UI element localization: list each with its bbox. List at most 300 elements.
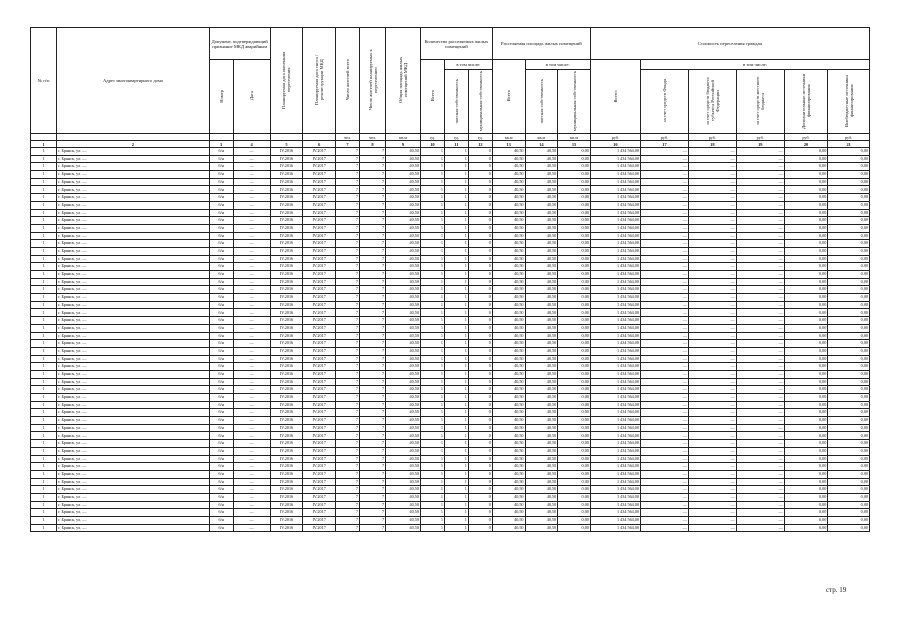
- table-cell: 0,00: [784, 478, 828, 486]
- col-count-incl: в том числе:: [444, 60, 492, 70]
- table-cell: 0,00: [828, 455, 870, 463]
- table-cell: IV.2017: [303, 447, 336, 455]
- table-cell: 1: [420, 478, 444, 486]
- table-cell: 0,00: [784, 386, 828, 394]
- table-cell: 1: [444, 363, 468, 371]
- table-cell: 0,00: [828, 478, 870, 486]
- table-cell: 1: [31, 163, 57, 171]
- table-cell: 0,00: [558, 148, 591, 156]
- col-n: № п/п: [31, 28, 57, 134]
- table-cell: 1 434 564,00: [590, 309, 640, 317]
- table-cell: 40,50: [386, 509, 421, 517]
- table-cell: 0,00: [558, 309, 591, 317]
- table-cell: 1 434 564,00: [590, 370, 640, 378]
- table-cell: 40,50: [525, 317, 558, 325]
- table-cell: 0,00: [784, 163, 828, 171]
- column-number-cell: 11: [444, 141, 468, 148]
- table-cell: 1: [31, 501, 57, 509]
- table-cell: 1: [420, 194, 444, 202]
- table-cell: IV.2016: [270, 247, 303, 255]
- table-cell: 0,00: [828, 148, 870, 156]
- table-cell: 7: [359, 224, 385, 232]
- table-cell: 40,50: [525, 332, 558, 340]
- table-cell: 0,00: [784, 194, 828, 202]
- table-cell: 0,00: [558, 386, 591, 394]
- table-cell: —: [736, 447, 784, 455]
- column-number-cell: 2: [57, 141, 210, 148]
- table-body: [31, 148, 870, 532]
- table-cell: 40,50: [492, 386, 525, 394]
- table-cell: 7: [359, 209, 385, 217]
- table-cell: 1 434 564,00: [590, 470, 640, 478]
- table-cell: 1 434 564,00: [590, 232, 640, 240]
- table-cell: IV.2016: [270, 224, 303, 232]
- table-cell: б/н: [209, 332, 233, 340]
- table-cell: 40,50: [492, 355, 525, 363]
- table-cell: б/н: [209, 493, 233, 501]
- table-cell: —: [640, 417, 688, 425]
- table-cell: 1: [31, 247, 57, 255]
- table-cell: 0: [468, 255, 492, 263]
- table-cell: —: [233, 440, 270, 448]
- table-cell: 0,00: [828, 255, 870, 263]
- table-row: [31, 217, 870, 225]
- table-cell: 1: [420, 217, 444, 225]
- table-cell: —: [640, 501, 688, 509]
- table-cell: 0,00: [558, 224, 591, 232]
- table-cell: 0,00: [784, 517, 828, 525]
- table-cell: 40,50: [386, 309, 421, 317]
- table-cell: 40,50: [525, 470, 558, 478]
- table-cell: г. Брянск, ул. —: [57, 232, 210, 240]
- table-cell: 1: [31, 324, 57, 332]
- table-cell: 0: [468, 301, 492, 309]
- table-cell: 1 434 564,00: [590, 224, 640, 232]
- table-cell: 1: [444, 278, 468, 286]
- table-cell: 0: [468, 224, 492, 232]
- table-cell: 0,00: [558, 470, 591, 478]
- table-cell: 7: [336, 232, 360, 240]
- table-cell: 1: [31, 286, 57, 294]
- table-cell: —: [233, 247, 270, 255]
- table-cell: г. Брянск, ул. —: [57, 224, 210, 232]
- table-cell: IV.2016: [270, 294, 303, 302]
- table-cell: 40,50: [386, 278, 421, 286]
- table-cell: 40,50: [492, 224, 525, 232]
- table-row: [31, 194, 870, 202]
- table-cell: 1: [420, 386, 444, 394]
- table-cell: 40,50: [525, 255, 558, 263]
- table-row: [31, 240, 870, 248]
- table-cell: 0: [468, 524, 492, 532]
- table-cell: 0,00: [784, 271, 828, 279]
- table-cell: 40,50: [386, 178, 421, 186]
- table-cell: 40,50: [525, 278, 558, 286]
- table-cell: IV.2016: [270, 155, 303, 163]
- table-cell: —: [640, 209, 688, 217]
- table-cell: —: [233, 324, 270, 332]
- table-cell: 1: [31, 148, 57, 156]
- table-cell: IV.2016: [270, 201, 303, 209]
- table-cell: 0,00: [558, 294, 591, 302]
- table-cell: —: [688, 394, 736, 402]
- table-cell: 1: [444, 394, 468, 402]
- table-cell: 0: [468, 440, 492, 448]
- table-cell: 7: [336, 378, 360, 386]
- table-cell: 7: [336, 363, 360, 371]
- table-cell: б/н: [209, 447, 233, 455]
- table-cell: 1 434 564,00: [590, 486, 640, 494]
- table-cell: 0,00: [828, 401, 870, 409]
- table-cell: 40,50: [525, 417, 558, 425]
- table-cell: —: [640, 409, 688, 417]
- table-cell: 0,00: [828, 155, 870, 163]
- table-cell: 40,50: [386, 224, 421, 232]
- table-cell: 0: [468, 286, 492, 294]
- table-cell: 1: [444, 409, 468, 417]
- table-cell: —: [233, 309, 270, 317]
- table-cell: 0,00: [784, 240, 828, 248]
- unit-cell: руб.: [784, 134, 828, 141]
- table-cell: г. Брянск, ул. —: [57, 278, 210, 286]
- table-cell: 40,50: [525, 194, 558, 202]
- table-cell: 7: [336, 440, 360, 448]
- table-cell: 40,50: [525, 309, 558, 317]
- table-cell: 40,50: [492, 155, 525, 163]
- table-row: [31, 455, 870, 463]
- table-cell: —: [233, 386, 270, 394]
- table-cell: б/н: [209, 294, 233, 302]
- table-cell: —: [736, 432, 784, 440]
- table-cell: IV.2017: [303, 163, 336, 171]
- col-address: Адрес многоквартирного дома: [57, 28, 210, 134]
- table-cell: 40,50: [525, 524, 558, 532]
- table-cell: —: [736, 332, 784, 340]
- table-cell: —: [736, 524, 784, 532]
- table-cell: 0,00: [828, 386, 870, 394]
- table-cell: 7: [336, 317, 360, 325]
- table-cell: 7: [359, 263, 385, 271]
- table-cell: IV.2016: [270, 470, 303, 478]
- table-cell: 40,50: [525, 447, 558, 455]
- col-area-municipal: муниципальная собственность: [558, 70, 591, 134]
- table-cell: 7: [336, 171, 360, 179]
- table-cell: IV.2016: [270, 517, 303, 525]
- table-cell: —: [233, 294, 270, 302]
- col-count-total: Всего: [420, 60, 444, 134]
- table-cell: 0,00: [784, 332, 828, 340]
- column-number-cell: 8: [359, 141, 385, 148]
- unit-cell: ед.: [420, 134, 444, 141]
- table-cell: 7: [336, 155, 360, 163]
- column-number-cell: 15: [558, 141, 591, 148]
- table-cell: 1: [420, 347, 444, 355]
- table-cell: IV.2016: [270, 324, 303, 332]
- table-cell: г. Брянск, ул. —: [57, 509, 210, 517]
- table-cell: —: [736, 186, 784, 194]
- table-cell: 1: [420, 201, 444, 209]
- table-cell: 1 434 564,00: [590, 355, 640, 363]
- table-cell: —: [736, 255, 784, 263]
- table-cell: 0,00: [784, 409, 828, 417]
- table-row: [31, 224, 870, 232]
- table-cell: 40,50: [492, 324, 525, 332]
- table-cell: IV.2016: [270, 394, 303, 402]
- table-cell: —: [736, 363, 784, 371]
- table-cell: 7: [336, 347, 360, 355]
- table-cell: —: [736, 201, 784, 209]
- table-cell: 1: [444, 355, 468, 363]
- table-cell: 0: [468, 463, 492, 471]
- table-row: [31, 394, 870, 402]
- table-cell: г. Брянск, ул. —: [57, 347, 210, 355]
- table-cell: 1: [420, 240, 444, 248]
- table-cell: 1: [31, 294, 57, 302]
- table-cell: 0,00: [558, 194, 591, 202]
- table-cell: 40,50: [525, 240, 558, 248]
- table-cell: 0: [468, 148, 492, 156]
- table-row: [31, 201, 870, 209]
- table-cell: 40,50: [386, 478, 421, 486]
- table-cell: б/н: [209, 401, 233, 409]
- table-cell: 40,50: [492, 463, 525, 471]
- table-cell: 1 434 564,00: [590, 347, 640, 355]
- table-cell: 7: [336, 501, 360, 509]
- table-cell: 40,50: [492, 201, 525, 209]
- table-cell: 0,00: [784, 470, 828, 478]
- table-cell: 7: [359, 271, 385, 279]
- table-cell: —: [736, 493, 784, 501]
- table-cell: 7: [359, 386, 385, 394]
- table-cell: —: [736, 178, 784, 186]
- table-cell: —: [233, 332, 270, 340]
- table-cell: 0: [468, 278, 492, 286]
- table-cell: —: [736, 455, 784, 463]
- table-cell: 40,50: [386, 470, 421, 478]
- table-cell: 0,00: [828, 501, 870, 509]
- col-count-private: частная собственность: [444, 70, 468, 134]
- table-cell: г. Брянск, ул. —: [57, 424, 210, 432]
- table-cell: —: [233, 240, 270, 248]
- table-cell: 7: [336, 455, 360, 463]
- unit-cell: руб.: [828, 134, 870, 141]
- table-cell: —: [233, 363, 270, 371]
- column-number-cell: 5: [270, 141, 303, 148]
- table-cell: 1 434 564,00: [590, 217, 640, 225]
- table-cell: 7: [359, 455, 385, 463]
- table-cell: —: [233, 201, 270, 209]
- table-cell: 40,50: [492, 440, 525, 448]
- table-cell: —: [736, 309, 784, 317]
- table-cell: 40,50: [386, 201, 421, 209]
- table-cell: 1: [31, 271, 57, 279]
- table-cell: г. Брянск, ул. —: [57, 171, 210, 179]
- table-cell: 1: [420, 509, 444, 517]
- table-cell: 1 434 564,00: [590, 178, 640, 186]
- column-number-cell: 20: [784, 141, 828, 148]
- table-cell: IV.2017: [303, 301, 336, 309]
- table-cell: 1: [420, 324, 444, 332]
- table-cell: —: [688, 232, 736, 240]
- table-cell: 1 434 564,00: [590, 386, 640, 394]
- table-cell: IV.2016: [270, 355, 303, 363]
- table-cell: 40,50: [492, 178, 525, 186]
- table-cell: 0,00: [784, 224, 828, 232]
- table-cell: 1: [420, 424, 444, 432]
- table-cell: —: [640, 478, 688, 486]
- table-cell: 0,00: [784, 378, 828, 386]
- table-cell: 7: [359, 163, 385, 171]
- table-cell: 1: [444, 232, 468, 240]
- table-cell: 1 434 564,00: [590, 186, 640, 194]
- unit-cell: ед.: [468, 134, 492, 141]
- table-cell: 40,50: [386, 378, 421, 386]
- table-cell: —: [688, 417, 736, 425]
- table-cell: IV.2017: [303, 463, 336, 471]
- table-cell: 40,50: [386, 394, 421, 402]
- table-cell: 7: [359, 340, 385, 348]
- table-cell: б/н: [209, 309, 233, 317]
- table-cell: 7: [359, 355, 385, 363]
- table-cell: г. Брянск, ул. —: [57, 186, 210, 194]
- table-cell: 7: [359, 324, 385, 332]
- table-cell: 1: [31, 340, 57, 348]
- table-cell: —: [688, 355, 736, 363]
- table-cell: —: [688, 340, 736, 348]
- table-cell: IV.2017: [303, 247, 336, 255]
- table-cell: 0,00: [784, 294, 828, 302]
- table-cell: —: [640, 432, 688, 440]
- table-cell: 7: [336, 247, 360, 255]
- table-cell: —: [736, 501, 784, 509]
- table-cell: 0: [468, 478, 492, 486]
- table-cell: —: [233, 463, 270, 471]
- table-cell: IV.2017: [303, 370, 336, 378]
- table-cell: —: [233, 486, 270, 494]
- table-cell: 1: [420, 378, 444, 386]
- table-cell: IV.2016: [270, 424, 303, 432]
- table-cell: —: [688, 347, 736, 355]
- table-cell: IV.2017: [303, 209, 336, 217]
- table-cell: б/н: [209, 486, 233, 494]
- table-cell: —: [233, 186, 270, 194]
- table-cell: 40,50: [525, 478, 558, 486]
- table-cell: 1: [420, 186, 444, 194]
- table-cell: б/н: [209, 509, 233, 517]
- table-cell: 1 434 564,00: [590, 501, 640, 509]
- table-cell: 0,00: [828, 493, 870, 501]
- table-cell: 0,00: [784, 209, 828, 217]
- table-cell: 0,00: [828, 409, 870, 417]
- col-cost-additional: Дополнительные источники финансирования: [784, 70, 828, 134]
- table-cell: 40,50: [386, 271, 421, 279]
- col-cost-local: за счет средств местного бюджета: [736, 70, 784, 134]
- table-cell: IV.2016: [270, 432, 303, 440]
- table-cell: 0,00: [828, 163, 870, 171]
- table-cell: 0: [468, 486, 492, 494]
- table-cell: 0,00: [784, 309, 828, 317]
- table-cell: 1: [444, 378, 468, 386]
- table-cell: 0,00: [558, 317, 591, 325]
- table-cell: 0,00: [828, 240, 870, 248]
- table-cell: 40,50: [386, 355, 421, 363]
- table-cell: 0,00: [784, 347, 828, 355]
- table-cell: 7: [336, 209, 360, 217]
- table-cell: —: [736, 209, 784, 217]
- table-cell: —: [640, 509, 688, 517]
- table-cell: 7: [359, 171, 385, 179]
- table-cell: 40,50: [492, 509, 525, 517]
- table-row: [31, 524, 870, 532]
- table-row: [31, 278, 870, 286]
- table-cell: 7: [336, 294, 360, 302]
- table-cell: 7: [359, 347, 385, 355]
- table-cell: 0,00: [828, 509, 870, 517]
- table-cell: —: [736, 424, 784, 432]
- table-cell: 0,00: [828, 294, 870, 302]
- table-row: [31, 271, 870, 279]
- table-cell: 0,00: [828, 355, 870, 363]
- table-cell: г. Брянск, ул. —: [57, 163, 210, 171]
- table-cell: г. Брянск, ул. —: [57, 517, 210, 525]
- table-cell: —: [640, 355, 688, 363]
- table-cell: —: [736, 378, 784, 386]
- table-cell: 40,50: [386, 370, 421, 378]
- column-numbers-row: [31, 141, 870, 148]
- table-cell: 7: [359, 409, 385, 417]
- table-cell: г. Брянск, ул. —: [57, 478, 210, 486]
- table-cell: 7: [359, 286, 385, 294]
- table-cell: б/н: [209, 209, 233, 217]
- table-cell: 40,50: [386, 401, 421, 409]
- table-cell: 0: [468, 501, 492, 509]
- table-cell: IV.2017: [303, 493, 336, 501]
- table-cell: 1: [420, 501, 444, 509]
- table-cell: 7: [336, 463, 360, 471]
- table-cell: 7: [336, 424, 360, 432]
- table-cell: 0,00: [558, 155, 591, 163]
- table-cell: 40,50: [386, 217, 421, 225]
- table-cell: 40,50: [386, 301, 421, 309]
- table-cell: 40,50: [492, 370, 525, 378]
- table-cell: 7: [336, 401, 360, 409]
- table-cell: 0: [468, 509, 492, 517]
- table-cell: б/н: [209, 155, 233, 163]
- table-cell: 0,00: [558, 370, 591, 378]
- table-cell: 1: [420, 493, 444, 501]
- table-cell: 0: [468, 355, 492, 363]
- table-cell: б/н: [209, 386, 233, 394]
- units-row: [31, 134, 870, 141]
- table-cell: 1: [31, 478, 57, 486]
- table-cell: IV.2017: [303, 232, 336, 240]
- table-cell: 0,00: [558, 417, 591, 425]
- table-cell: 0,00: [784, 455, 828, 463]
- table-cell: —: [233, 447, 270, 455]
- table-cell: 1: [31, 401, 57, 409]
- table-cell: —: [640, 517, 688, 525]
- table-row: [31, 517, 870, 525]
- col-planned-demolition: Планируемая дата сноса / реконструкции МКД: [303, 28, 336, 134]
- table-cell: 1 434 564,00: [590, 148, 640, 156]
- table-cell: 1: [444, 163, 468, 171]
- table-cell: б/н: [209, 432, 233, 440]
- table-cell: 0: [468, 432, 492, 440]
- table-cell: 40,50: [386, 455, 421, 463]
- table-cell: 0,00: [558, 209, 591, 217]
- table-cell: —: [736, 470, 784, 478]
- table-cell: г. Брянск, ул. —: [57, 209, 210, 217]
